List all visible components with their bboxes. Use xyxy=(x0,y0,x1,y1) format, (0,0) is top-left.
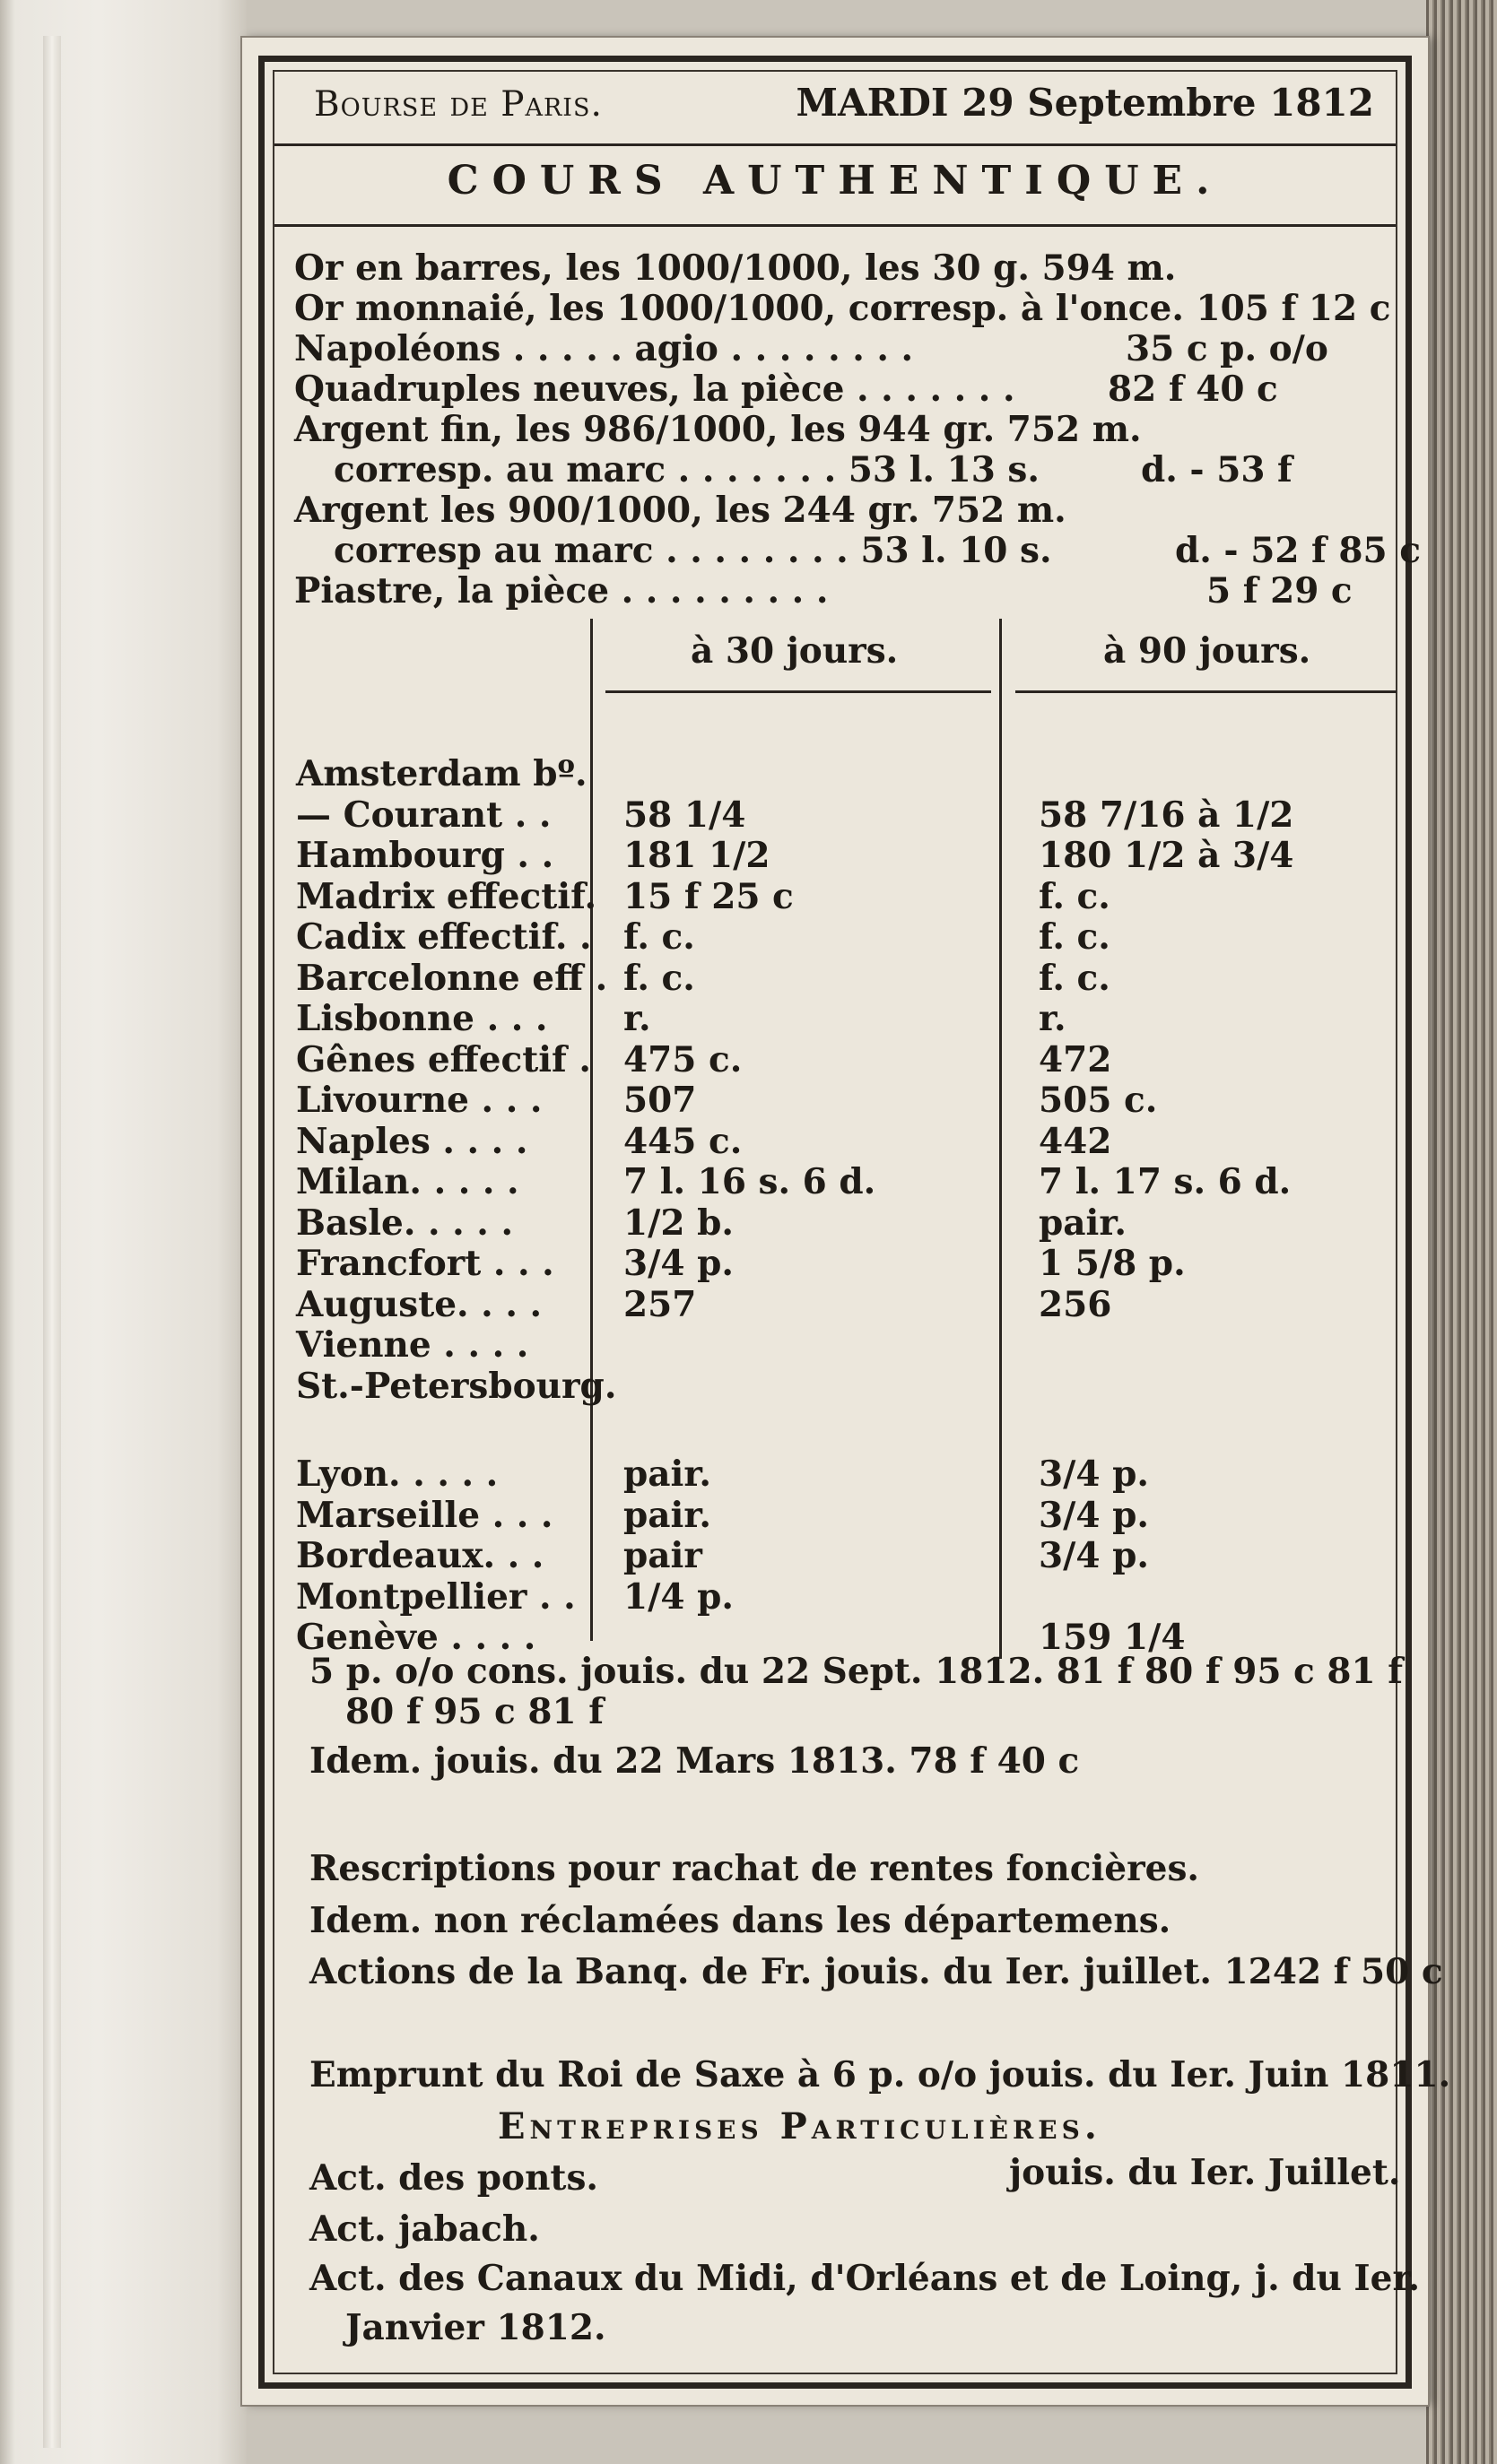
exchange-place: Milan. . . . . xyxy=(296,1161,519,1202)
exchange-value-30: 1/2 b. xyxy=(623,1202,734,1244)
exchange-value-30: 257 xyxy=(623,1284,697,1325)
header-date: MARDI 29 Septembre 1812 xyxy=(796,81,1374,125)
exchange-value-90: 7 l. 17 s. 6 d. xyxy=(1039,1161,1292,1202)
column-header-90-jours: à 90 jours. xyxy=(1103,630,1311,672)
page-title: COURS AUTHENTIQUE. xyxy=(447,158,1223,204)
column-rule-30 xyxy=(605,690,991,693)
price-value-argent-900: d. - 52 f 85 c xyxy=(1175,530,1421,571)
exchange-value-90: pair. xyxy=(1039,1202,1127,1244)
exchange-place: Lyon. . . . . xyxy=(296,1453,499,1495)
exchange-value-90: 180 1/2 à 3/4 xyxy=(1039,835,1294,876)
exchange-value-90: 1 5/8 p. xyxy=(1039,1243,1186,1284)
act-jabach: Act. jabach. xyxy=(309,2208,540,2250)
exchange-place: Gênes effectif . xyxy=(296,1039,591,1080)
rescriptions-idem: Idem. non réclamées dans les départemens. xyxy=(309,1900,1171,1941)
exchange-place: St.-Petersbourg. xyxy=(296,1366,617,1407)
header-rule xyxy=(274,143,1396,146)
exchange-place: Marseille . . . xyxy=(296,1495,553,1536)
title-rule xyxy=(274,224,1396,227)
exchange-place: Genève . . . . xyxy=(296,1617,536,1658)
rente-5pct: 5 p. o/o cons. jouis. du 22 Sept. 1812. 81 f 80 f 95 c 81 f xyxy=(309,1651,1403,1692)
exchange-value-90: 58 7/16 à 1/2 xyxy=(1039,794,1294,836)
page-fold xyxy=(43,36,61,2448)
exchange-place: Auguste. . . . xyxy=(296,1284,543,1325)
exchange-value-30: 445 c. xyxy=(623,1121,743,1162)
exchange-value-30: 58 1/4 xyxy=(623,794,746,836)
exchange-place: Cadix effectif. . xyxy=(296,916,592,958)
price-value-quadruples: 82 f 40 c xyxy=(1108,369,1278,410)
exchange-value-90: 3/4 p. xyxy=(1039,1453,1149,1495)
exchange-value-90: 505 c. xyxy=(1039,1080,1158,1121)
exchange-value-30: 15 f 25 c xyxy=(623,876,794,917)
rescriptions: Rescriptions pour rachat de rentes foncières. xyxy=(309,1848,1199,1889)
exchange-place: Lisbonne . . . xyxy=(296,998,548,1039)
document-page xyxy=(242,38,1451,2405)
act-ponts-jouis: jouis. du Ier. Juillet. xyxy=(1009,2152,1401,2193)
rente-idem: Idem. jouis. du 22 Mars 1813. 78 f 40 c xyxy=(309,1740,1080,1782)
price-value-piastre: 5 f 29 c xyxy=(1206,570,1353,612)
exchange-value-30: 507 xyxy=(623,1080,697,1121)
exchange-place: Vienne . . . . xyxy=(296,1324,529,1366)
exchange-value-90: f. c. xyxy=(1039,958,1110,999)
exchange-value-90: r. xyxy=(1039,998,1066,1039)
price-value-napoleons: 35 c p. o/o xyxy=(1126,328,1328,369)
table-divider-left xyxy=(590,619,593,1641)
emprunt-saxe: Emprunt du Roi de Saxe à 6 p. o/o jouis. du Ier. Juin 1811. xyxy=(309,2054,1451,2095)
book-binding xyxy=(0,0,247,2464)
exchange-value-30: pair. xyxy=(623,1495,711,1536)
exchange-value-90: f. c. xyxy=(1039,876,1110,917)
price-line-or-monnaie: Or monnaié, les 1000/1000, corresp. à l'once. 105 f 12 c xyxy=(294,288,1391,329)
exchange-place: Montpellier . . xyxy=(296,1576,576,1618)
price-line-argent-900-marc: corresp au marc . . . . . . . . 53 l. 10 s. xyxy=(334,530,1052,571)
exchange-value-30: 1/4 p. xyxy=(623,1576,734,1618)
entreprises-heading: Entreprises Particulières. xyxy=(498,2105,1101,2147)
price-line-argent-900: Argent les 900/1000, les 244 gr. 752 m. xyxy=(294,490,1066,531)
header-bourse: Bourse de Paris. xyxy=(314,84,603,125)
act-ponts: Act. des ponts. xyxy=(309,2157,598,2199)
exchange-place: Naples . . . . xyxy=(296,1121,528,1162)
exchange-value-90: 159 1/4 xyxy=(1039,1617,1186,1658)
rente-5pct-cont: 80 f 95 c 81 f xyxy=(345,1691,605,1732)
exchange-value-30: 475 c. xyxy=(623,1039,743,1080)
price-line-napoleons: Napoléons . . . . . agio . . . . . . . . xyxy=(294,328,914,369)
actions-banque: Actions de la Banq. de Fr. jouis. du Ier. juillet. 1242 f 50 c xyxy=(309,1951,1443,1992)
exchange-value-30: 7 l. 16 s. 6 d. xyxy=(623,1161,876,1202)
exchange-value-30: f. c. xyxy=(623,958,695,999)
exchange-value-90: f. c. xyxy=(1039,916,1110,958)
column-rule-90 xyxy=(1015,690,1397,693)
exchange-place: Francfort . . . xyxy=(296,1243,554,1284)
price-line-argent-fin-marc: corresp. au marc . . . . . . . 53 l. 13 s. xyxy=(334,449,1040,490)
exchange-value-90: 3/4 p. xyxy=(1039,1535,1149,1576)
exchange-value-90: 3/4 p. xyxy=(1039,1495,1149,1536)
exchange-place: Amsterdam bº. xyxy=(296,753,587,794)
column-header-30-jours: à 30 jours. xyxy=(691,630,899,672)
exchange-place: Livourne . . . xyxy=(296,1080,543,1121)
exchange-place: Barcelonne eff . xyxy=(296,958,608,999)
exchange-value-30: r. xyxy=(623,998,651,1039)
exchange-value-30: 181 1/2 xyxy=(623,835,770,876)
price-line-piastre: Piastre, la pièce . . . . . . . . . xyxy=(294,570,829,612)
price-line-quadruples: Quadruples neuves, la pièce . . . . . . . xyxy=(294,369,1015,410)
exchange-value-90: 472 xyxy=(1039,1039,1112,1080)
exchange-place: Hambourg . . xyxy=(296,835,554,876)
act-canaux-cont: Janvier 1812. xyxy=(345,2307,606,2348)
act-canaux: Act. des Canaux du Midi, d'Orléans et de Loing, j. du Ier. xyxy=(309,2258,1421,2299)
exchange-place: Madrix effectif. xyxy=(296,876,597,917)
price-line-or-barres: Or en barres, les 1000/1000, les 30 g. 594 m. xyxy=(294,247,1177,289)
exchange-place: — Courant . . xyxy=(296,794,552,836)
exchange-value-30: pair xyxy=(623,1535,702,1576)
exchange-value-90: 256 xyxy=(1039,1284,1112,1325)
price-value-argent-fin: d. - 53 f xyxy=(1141,449,1292,490)
exchange-place: Basle. . . . . xyxy=(296,1202,514,1244)
table-divider-right xyxy=(999,619,1002,1659)
exchange-value-30: 3/4 p. xyxy=(623,1243,734,1284)
exchange-value-30: f. c. xyxy=(623,916,695,958)
exchange-value-90: 442 xyxy=(1039,1121,1112,1162)
exchange-value-30: pair. xyxy=(623,1453,711,1495)
price-line-argent-fin: Argent fin, les 986/1000, les 944 gr. 752 m. xyxy=(294,409,1142,450)
exchange-place: Bordeaux. . . xyxy=(296,1535,544,1576)
